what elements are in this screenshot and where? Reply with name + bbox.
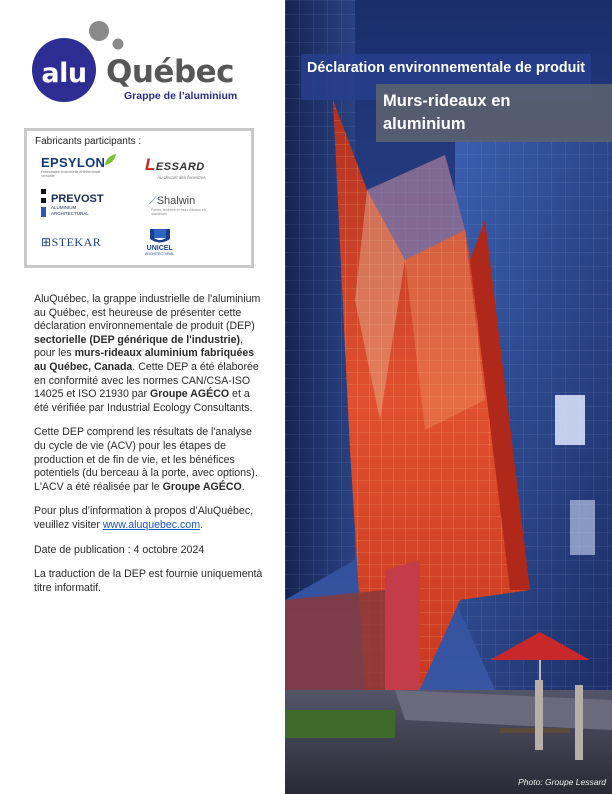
stekar-logo [41,235,101,250]
aluquebec-logo [30,20,260,110]
paragraph-info: Pour plus d’information à propos d’AluQuébec, veuillez visiter www.aluquebec.com. [34,505,254,531]
paragraph-intro: AluQuébec, la grappe industrielle de l'aluminium au Québec, est heureuse de présenter cette déclaration environnementale de produit (DEP) sectorielle (DEP générique de l'industrie), pour les murs-rideaux aluminium fabriquées au Québec, Canada. Cette DEP a été élaborée en conformité avec les normes CAN/CSA-ISO 14025 et ISO 21930 par Groupe AGÉCO et a été vérifiée par Industrial Ecology Consultants. [34,293,261,414]
logo-alu-text: alu [41,58,87,89]
translation-note: La traduction de la DEP est fournie uniquementà titre informatif. [34,568,263,594]
lessard-name: LESSARD [145,155,205,174]
prevost-sub1: ALUMINIUM [51,205,77,210]
document-type-title: Déclaration environnementale de produit [307,60,586,76]
unicel-sub: ARCHITECTURAL [145,252,175,256]
logo-tagline: Grappe de l’aluminium [124,90,238,102]
cover-photo-column [285,0,612,794]
lessard-sub: Au-devant des fenestres [157,175,206,180]
leaf-icon [103,153,117,167]
publication-date: Date de publication : 4 octobre 2024 [34,543,205,556]
lessard-logo [145,155,206,180]
unicel-name: UNICEL [146,245,173,252]
paragraph-acv: Cette DEP comprend les résultats de l'analyse du cycle de vie (ACV) pour les étapes de production et de fin de vie, et les bénéfices potentiels (du berceau à la porte, avec options). L'ACV a été réalisée par le Groupe AGÉCO. [34,426,258,493]
unicel-emblem-icon [147,229,173,245]
prevost-bars-icon [41,189,49,223]
aluquebec-link[interactable]: www.aluquebec.com [102,518,201,531]
epsylon-name: EPSYLON [41,155,106,170]
left-column [0,0,285,794]
prevost-name: PREVOST [51,193,104,205]
photo-credit: Photo: Groupe Lessard [518,777,606,787]
title-banner-gray [376,84,612,142]
logo-quebec-text: Québec [106,54,235,90]
shalwin-logo [149,195,209,216]
epsylon-logo [41,155,105,178]
stekar-name: ⊞STEKAR [41,235,102,249]
shalwin-sub: Portes, fenêtres et murs rideaux en aluminium [151,208,206,216]
prevost-logo [41,193,104,216]
partners-title: Fabricants participants : [35,136,142,147]
partners-box [24,128,254,268]
shalwin-name: ⟋Shalwin [149,195,196,207]
intro-text [34,293,266,606]
epsylon-sub: Fenestration Industrielle Architecturale Versatile [41,170,101,178]
unicel-logo [145,229,174,256]
product-title: Murs-rideaux en aluminium [383,92,511,133]
prevost-sub2: ARCHITECTURAL [51,210,89,216]
